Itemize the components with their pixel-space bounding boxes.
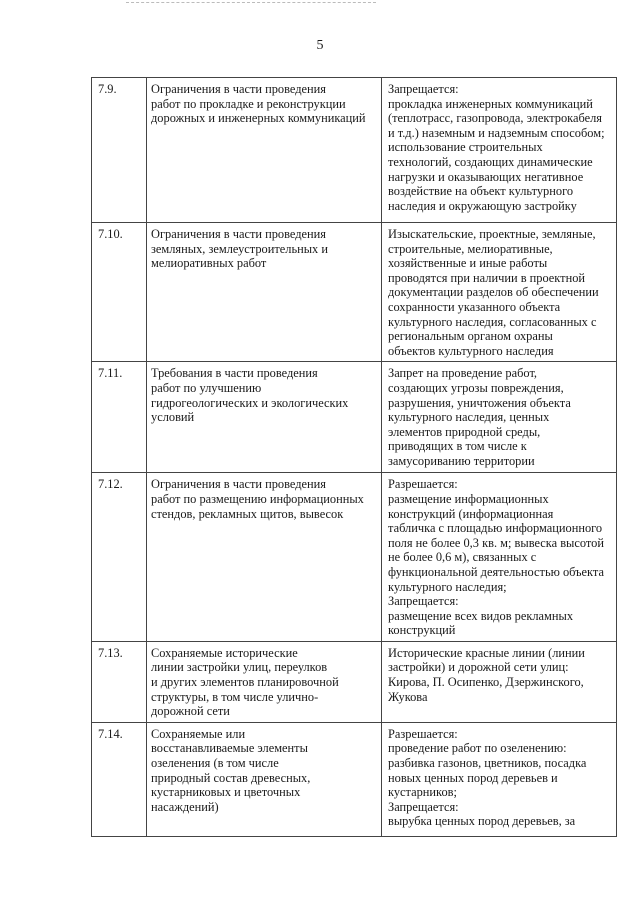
description-line: сохранности указанного объекта bbox=[388, 299, 561, 314]
title-line: Сохраняемые или bbox=[151, 726, 246, 741]
restriction-title-cell bbox=[147, 641, 382, 722]
description-line: разрушения, уничтожения объекта bbox=[388, 395, 571, 410]
description-line: Запрещается: bbox=[388, 799, 459, 814]
restriction-description-cell bbox=[382, 362, 617, 473]
description-line: (теплотрасс, газопровода, электрокабеля bbox=[388, 111, 603, 126]
row-number-cell: 7.11. bbox=[92, 362, 147, 473]
description-line: строительные, мелиоративные, bbox=[388, 241, 553, 256]
description-line: Запрещается: bbox=[388, 82, 459, 96]
description-line: и т.д.) наземным и надземным способом; bbox=[388, 125, 605, 140]
row-number-cell: 7.9. bbox=[92, 78, 147, 223]
restriction-description-cell bbox=[382, 722, 617, 836]
description-line: объектов культурного наследия bbox=[388, 343, 554, 358]
restriction-title-cell bbox=[147, 362, 382, 473]
description-line: Запрет на проведение работ, bbox=[388, 366, 538, 381]
restriction-title-cell bbox=[147, 473, 382, 642]
description-line: конструкций bbox=[388, 623, 456, 638]
description-line: культурного наследия, согласованных с bbox=[388, 314, 597, 329]
description-line: приводящих в том числе к bbox=[388, 439, 527, 454]
title-line: Требования в части проведения bbox=[151, 366, 318, 381]
restrictions-table bbox=[91, 77, 617, 837]
title-line: Ограничения в части проведения bbox=[151, 82, 326, 96]
description-line: Кирова, П. Осипенко, Дзержинского, bbox=[388, 675, 584, 690]
title-line: работ по прокладке и реконструкции bbox=[151, 96, 346, 111]
description-line: конструкций (информационная bbox=[388, 506, 554, 521]
scan-artifact bbox=[126, 2, 376, 4]
description-line: использование строительных bbox=[388, 140, 543, 155]
row-number-cell: 7.10. bbox=[92, 223, 147, 362]
description-line: Исторические красные линии (линии bbox=[388, 645, 585, 660]
description-line: элементов природной среды, bbox=[388, 424, 541, 439]
title-line: природный состав древесных, bbox=[151, 770, 311, 785]
title-line: земляных, землеустроительных и bbox=[151, 241, 328, 256]
title-line: работ по улучшению bbox=[151, 380, 262, 395]
description-line: Изыскательские, проектные, земляные, bbox=[388, 227, 596, 241]
description-line: создающих угрозы повреждения, bbox=[388, 380, 564, 395]
description-line: прокладка инженерных коммуникаций bbox=[388, 96, 593, 111]
table-row bbox=[92, 722, 617, 836]
restriction-title-cell bbox=[147, 78, 382, 223]
table-row bbox=[92, 473, 617, 642]
description-line: не более 0,6 м), связанных с bbox=[388, 550, 537, 565]
description-line: проведение работ по озеленению: bbox=[388, 741, 567, 756]
description-line: региональным органом охраны bbox=[388, 329, 553, 344]
description-line: размещение всех видов рекламных bbox=[388, 608, 574, 623]
description-line: замусориванию территории bbox=[388, 453, 535, 468]
description-line: нагрузки и оказывающих негативное bbox=[388, 169, 584, 184]
title-line: условий bbox=[151, 410, 195, 425]
description-line: наследия и окружающую застройку bbox=[388, 198, 577, 213]
title-line: стендов, рекламных щитов, вывесок bbox=[151, 506, 344, 521]
title-line: дорожных и инженерных коммуникаций bbox=[151, 111, 366, 126]
description-line: застройки) и дорожной сети улиц: bbox=[388, 660, 569, 675]
description-line: хозяйственные и иные работы bbox=[388, 256, 548, 271]
table-row bbox=[92, 223, 617, 362]
restriction-description-cell bbox=[382, 78, 617, 223]
title-line: работ по размещению информационных bbox=[151, 491, 364, 506]
title-line: восстанавливаемые элементы bbox=[151, 741, 308, 756]
title-line: мелиоративных работ bbox=[151, 256, 267, 271]
title-line: гидрогеологических и экологических bbox=[151, 395, 349, 410]
description-line: Запрещается: bbox=[388, 594, 459, 609]
description-line: вырубка ценных пород деревьев, за bbox=[388, 814, 576, 829]
title-line: Ограничения в части проведения bbox=[151, 227, 326, 241]
description-line: культурного наследия, ценных bbox=[388, 410, 550, 425]
description-line: поля не более 0,3 кв. м; вывеска высотой bbox=[388, 535, 604, 550]
title-line: Ограничения в части проведения bbox=[151, 477, 326, 492]
table-row bbox=[92, 362, 617, 473]
description-line: культурного наследия; bbox=[388, 579, 507, 594]
description-line: Жукова bbox=[388, 689, 428, 704]
description-line: технологий, создающих динамические bbox=[388, 154, 593, 169]
title-line: и других элементов планировочной bbox=[151, 675, 339, 690]
restriction-title-cell bbox=[147, 223, 382, 362]
description-line: документации разделов об обеспечении bbox=[388, 285, 599, 300]
title-line: кустарниковых и цветочных bbox=[151, 785, 301, 800]
restriction-description-cell bbox=[382, 641, 617, 722]
title-line: озеленения (в том числе bbox=[151, 756, 279, 771]
title-line: линии застройки улиц, переулков bbox=[151, 660, 328, 675]
row-number-cell: 7.12. bbox=[92, 473, 147, 642]
title-line: Сохраняемые исторические bbox=[151, 645, 298, 660]
description-line: Разрешается: bbox=[388, 477, 458, 492]
description-line: новых ценных пород деревьев и bbox=[388, 770, 558, 785]
table-row bbox=[92, 641, 617, 722]
description-line: воздействие на объект культурного bbox=[388, 184, 574, 199]
title-line: дорожной сети bbox=[151, 704, 230, 719]
title-line: структуры, в том числе улично- bbox=[151, 689, 319, 704]
title-line: насаждений) bbox=[151, 799, 219, 814]
description-line: разбивка газонов, цветников, посадка bbox=[388, 756, 587, 771]
description-line: Разрешается: bbox=[388, 726, 458, 741]
restriction-description-cell bbox=[382, 473, 617, 642]
table-row bbox=[92, 78, 617, 223]
row-number-cell: 7.14. bbox=[92, 722, 147, 836]
row-number-cell: 7.13. bbox=[92, 641, 147, 722]
description-line: кустарников; bbox=[388, 785, 457, 800]
restriction-description-cell bbox=[382, 223, 617, 362]
restriction-title-cell bbox=[147, 722, 382, 836]
page-number: 5 bbox=[316, 38, 324, 53]
description-line: табличка с площадью информационного bbox=[388, 521, 603, 536]
description-line: размещение информационных bbox=[388, 491, 549, 506]
description-line: проводятся при наличии в проектной bbox=[388, 270, 586, 285]
description-line: функциональной деятельностью объекта bbox=[388, 564, 604, 579]
